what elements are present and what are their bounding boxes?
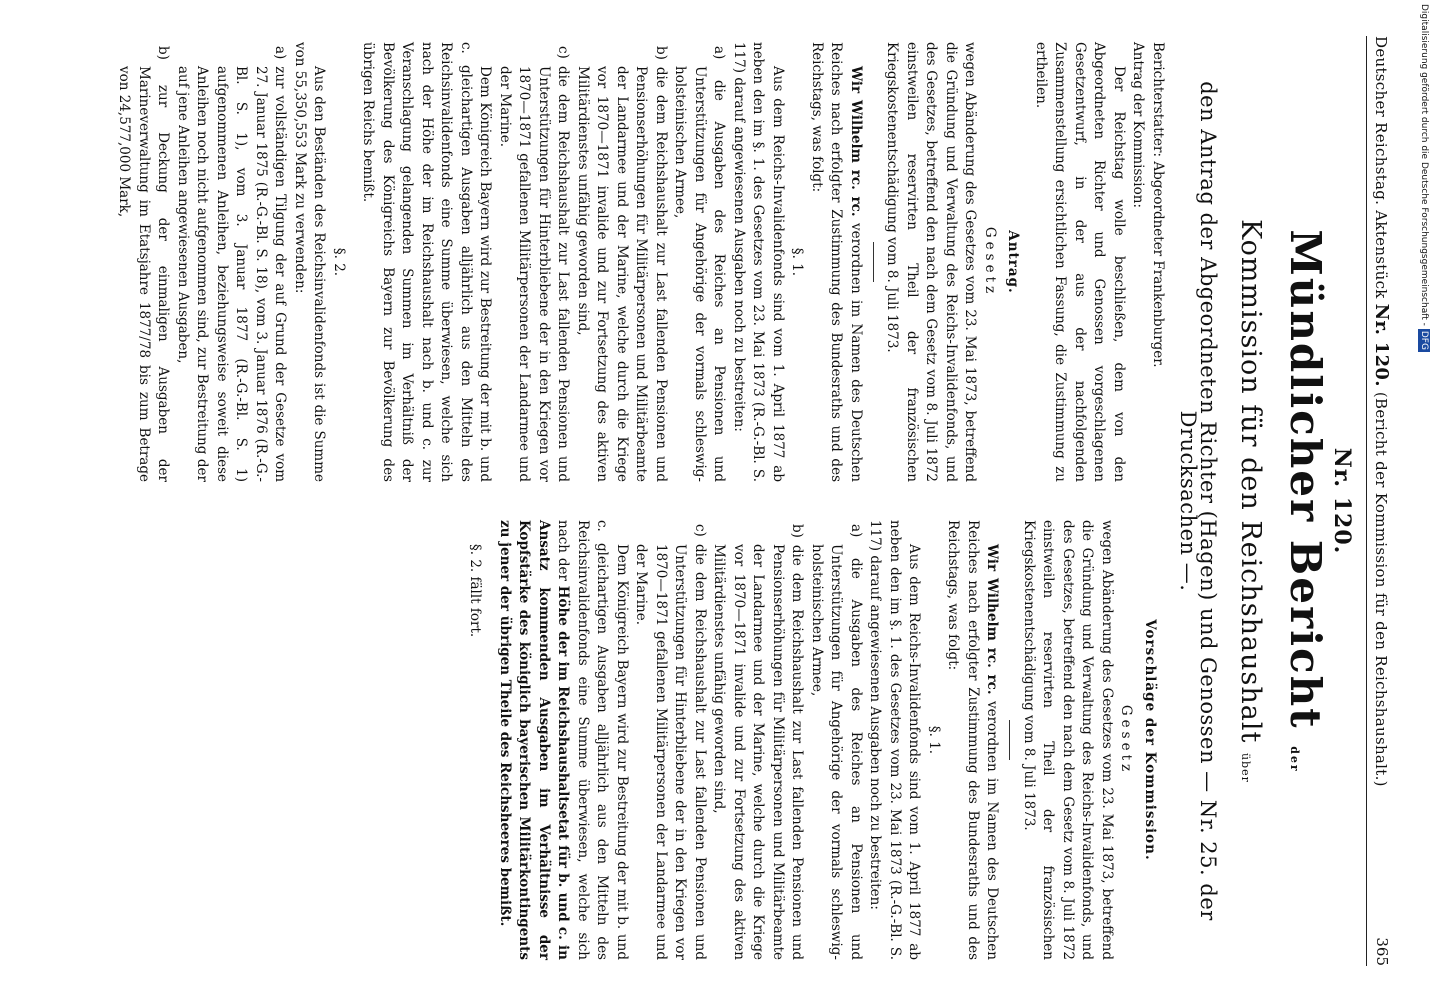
section-1-text-right: Aus dem Reichs-Invalidenfonds sind vom 1. April 1877 ab neben den im §. 1. des Gesetzes vom 23. Mai 1873 (R.-G.-Bl. S. 117) darauf angewiesenen Ausgaben noch zu bestreiten:: [867, 520, 923, 960]
section-2-text: Aus den Beständen des Reichsinvalidenfonds ist die Summe von 55,350,553 Mark zu verwenden:: [292, 42, 328, 482]
divider-right: [1010, 720, 1011, 760]
law-title: wegen Abänderung des Gesetzes vom 23. Mai 1873, betreffend die Gründung und Verwaltung des Reichs-Invalidenfonds, und des Gesetzes, betreffend den nach dem Gesetz vom 8. Juli 1872 einstweilen reservirten Theil der französischen Kriegskostenentschädigung vom 8. Juli 1873.: [884, 42, 979, 482]
dfg-side-note: [1418, 4, 1430, 994]
header-left: [1371, 36, 1392, 787]
heading-vorschlaege: Vorschläge der Kommission.: [1142, 619, 1158, 861]
item-a: a) die Ausgaben des Reiches an Pensionen und Unterstützungen für Angehörige der vormals schleswig-holsteinischen Armee,: [672, 46, 728, 482]
bavaria-clause-right: [495, 520, 632, 960]
enactment-formula: verordnen im Namen des Deutschen Reiches nach erfolgter Zustimmung des Bundesraths und des Reichstags, was folgt:: [809, 42, 864, 482]
document-page: [0, 36, 1395, 966]
header-subject: (Bericht der Kommission für den Reichshaushalt.): [1372, 391, 1390, 787]
section-1-heading: §. 1.: [789, 247, 806, 277]
document-number: Nr. 120.: [1329, 447, 1355, 555]
header-title: Deutscher Reichstag. Aktenstück: [1372, 36, 1390, 299]
section-1-heading-right: §. 1.: [926, 725, 942, 755]
section-1-text: Aus dem Reichs-Invalidenfonds sind vom 1. April 1877 ab neben den im §. 1. des Gesetzes vom 23. Mai 1873 (R.-G.-Bl. S. 117) darauf angewiesenen Ausgaben noch zu bestreiten:: [731, 42, 786, 482]
item-a-right: a) die Ausgaben des Reiches an Pensionen und Unterstützungen für Angehörige der vormals schleswig-holsteinischen Armee,: [809, 524, 864, 960]
law-title-right: wegen Abänderung des Gesetzes vom 23. Mai 1873, betreffend die Gründung und Verwaltung des Reichs-Invalidenfonds, und des Gesetzes, betreffend den nach dem Gesetz vom 8. Juli 1872 einstweilen reservirten Theil der französischen Kriegskostenentschädigung vom 8. Juli 1873.: [1021, 520, 1115, 960]
commission-motion-text: Der Reichstag wolle beschließen, dem von den Abgeordneten Richter und Genossen vorgeschlagenen Gesetzentwurf, in der aus der nachfolgenden Zusammenstellung ersichtlichen Fassung, die Zustimmung zu ertheilen.: [1033, 42, 1127, 482]
right-column: [465, 520, 1167, 960]
bavaria-clause-right-a: Dem Königreich Bayern wird zur Bestreitung der mit b. und c. gleichartigen Ausgaben alljährlich aus den Mitteln des Reichsinvalidenfonds eine Summe überwiesen, welche sich nach der: [555, 520, 630, 960]
bavaria-clause-right-b: Höhe der im Reichshaushaltsetat für b. und c. in Ansatz kommenden Ausgaben im Verhältnisse der Kopfstärke des königlich bayerischen Militärkontingents zu jener der übrigen Theile des Reichsheeres bemißt.: [497, 520, 572, 960]
item-b: b) die dem Reichshaushalt zur Last fallenden Pensionen und Pensionserhöhungen für Militärpersonen und Militärbeamte der Landarmee und der Marine, welche durch die Kriege vor 1870—1871 invalide und zur Fortsetzung des aktiven Militärdienstes unfähig geworden sind,: [575, 46, 669, 482]
enactment-formula-right: verordnen im Namen des Deutschen Reiches nach erfolgter Zustimmung des Bundesraths und des Reichstags, was folgt:: [945, 520, 1001, 960]
enactment-wir-right: [943, 520, 1002, 960]
document-title: [1281, 36, 1330, 966]
document-subtitle: [1235, 36, 1266, 966]
enactment-wir: [807, 42, 866, 482]
dfg-note-text: Digitalisierung gefördert durch die Deutsche Forschungsgemeinschaft -: [1419, 4, 1429, 326]
title-main: Mündlicher Bericht: [1281, 229, 1330, 730]
bavaria-clause: Dem Königreich Bayern wird zur Bestreitung der mit b. und c. gleichartigen Ausgaben alljährlich aus den Mitteln des Reichsinvalidenfonds eine Summe überwiesen, welche sich nach der Höhe der im Reichshaushalt nach b. und c. zur Veranschlagung gelangenden Summen im Verhältniß der Bevölkerung des Königreichs Bayern zur Bevölkerung des übrigen Reichs bemißt.: [360, 42, 494, 482]
item-c: c) die dem Reichshaushalt zur Last fallenden Pensionen und Unterstützungen für Hinterbliebene der in den Kriegen vor 1870—1871 gefallenen Militärpersonen der Landarmee und der Marine.: [497, 46, 572, 482]
subtitle-text: Kommission für den Reichshaushalt: [1235, 219, 1266, 744]
commission-motion-label: Antrag der Kommission:: [1130, 42, 1147, 208]
section-2-item-a: a) zur vollständigen Tilgung der auf Grund der Gesetze vom 27. Januar 1875 (R.-G.-Bl. S. 18), vom 3. Januar 1876 (R.-G.-Bl. S. 1), vom 3. Januar 1877 (R.-G.-Bl. S. 1) aufgenommenen Anleihen, beziehungsweise soweit diese Anleihen noch nicht aufgenommen sind, zur Bestreitung der auf jene Anleihen angewiesenen Ausgaben,: [175, 46, 289, 482]
section-2-dropped: §. 2. fällt fort.: [467, 544, 484, 638]
header-number: Nr. 120.: [1371, 303, 1392, 387]
item-b-right: b) die dem Reichshaushalt zur Last fallenden Pensionen und Pensionserhöhungen für Militärpersonen und Militärbeamte der Landarmee und der Marine, welche durch die Kriege vor 1870—1871 invalide und zur Fortsetzung des aktiven Militärdienstes unfähig geworden sind,: [711, 524, 806, 960]
rapporteur: Berichterstatter: Abgeordneter Frankenburger.: [1150, 42, 1166, 368]
running-header: [1366, 36, 1395, 966]
dfg-logo: DFG: [1419, 330, 1429, 350]
document-subject-line: den Antrag der Abgeordneten Richter (Hagen) und Genossen — Nr. 25. der Drucksachen —.: [1176, 81, 1220, 921]
divider: [873, 242, 874, 282]
section-2-heading: §. 2.: [331, 247, 347, 277]
enactment-name-right: Wir Wilhelm rc. rc.: [984, 544, 1001, 695]
heading-gesetz: Gesetz: [982, 226, 998, 298]
section-2-item-b: b) zur Deckung der einmaligen Ausgaben der Marineverwaltung im Etatsjahre 1877/78 bis zum Betrage von 24,577,000 Mark,: [116, 46, 172, 482]
left-column: [114, 42, 1167, 482]
heading-gesetz-right: Gesetz: [1118, 704, 1135, 776]
item-c-right: c) die dem Reichshaushalt zur Last fallenden Pensionen und Unterstützungen für Hinterbliebene der in den Kriegen vor 1870—1871 gefallenen Militärpersonen der Landarmee und der Marine.: [633, 524, 708, 960]
heading-antrag: Antrag.: [1005, 230, 1022, 294]
title-der: der: [1288, 746, 1301, 773]
page-number: 365: [1373, 937, 1391, 966]
subtitle-ueber: über: [1239, 752, 1252, 783]
enactment-name: Wir Wilhelm rc. rc.: [848, 66, 864, 217]
